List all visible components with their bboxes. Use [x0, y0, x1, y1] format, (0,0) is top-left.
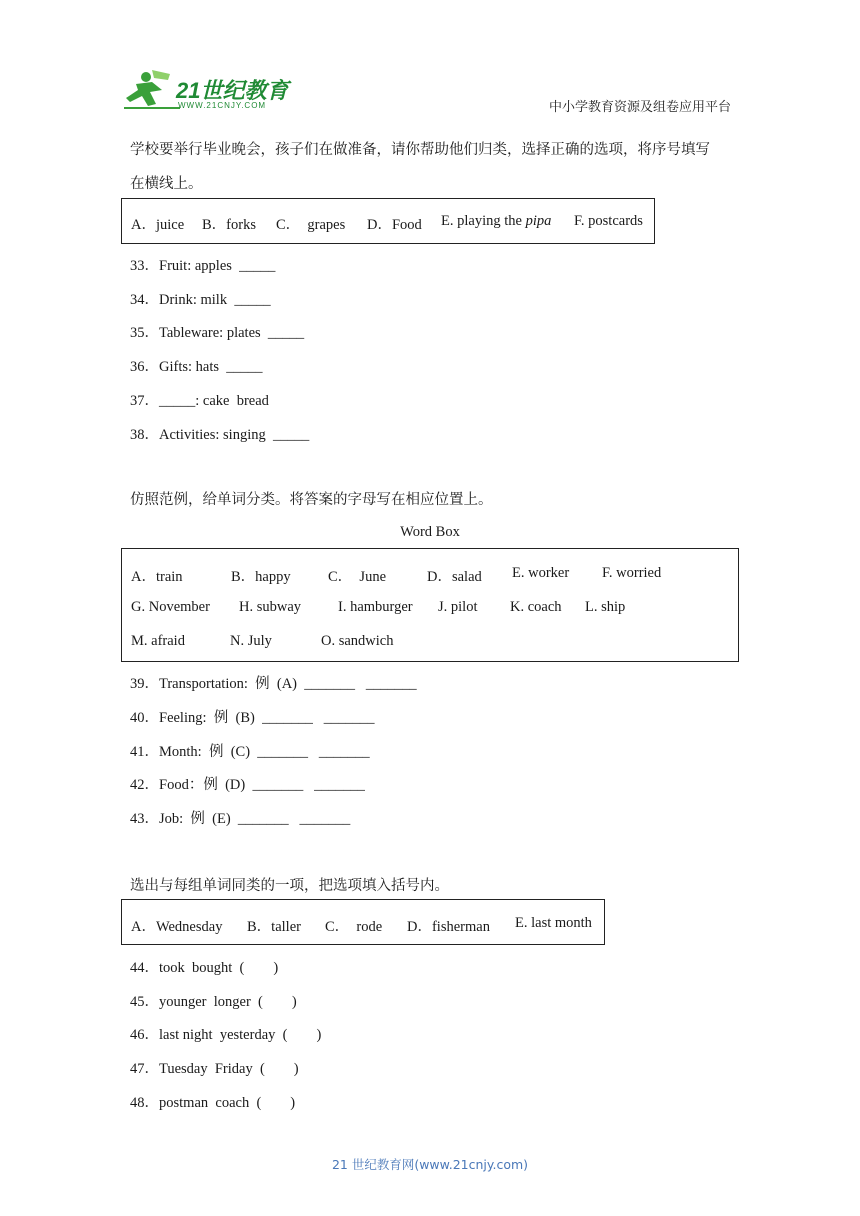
option-a: A．juice — [131, 217, 185, 233]
option-b: B．taller — [247, 919, 301, 935]
word-j: J. pilot — [438, 599, 478, 615]
word-b: B．happy — [231, 569, 291, 585]
word-l: L. ship — [585, 599, 626, 615]
word-n: N. July — [230, 633, 272, 649]
word-m: M. afraid — [131, 633, 185, 649]
question-41: 41．Month: 例 (C) _______ _______ — [130, 744, 370, 760]
word-k: K. coach — [510, 599, 562, 615]
section1-instruction-line1: 学校要举行毕业晚会，孩子们在做准备，请你帮助他们归类，选择正确的选项，将序号填写 — [130, 142, 710, 158]
word-g: G. November — [131, 599, 210, 615]
question-38: 38．Activities: singing _____ — [130, 427, 310, 443]
question-45: 45．younger longer ( ) — [130, 994, 297, 1010]
section3-options-box — [121, 899, 605, 945]
word-f: F. worried — [602, 565, 662, 581]
word-box-title: Word Box — [400, 524, 460, 540]
question-34: 34．Drink: milk _____ — [130, 292, 271, 308]
word-i: I. hamburger — [338, 599, 413, 615]
question-36: 36．Gifts: hats _____ — [130, 359, 263, 375]
question-35: 35．Tableware: plates _____ — [130, 325, 305, 341]
section1-options-box — [121, 198, 655, 244]
question-43: 43．Job: 例 (E) _______ _______ — [130, 811, 351, 827]
section2-instruction: 仿照范例，给单词分类。将答案的字母写在相应位置上。 — [130, 492, 493, 508]
option-d: D．fisherman — [407, 919, 490, 935]
question-37: 37．_____: cake bread — [130, 393, 269, 409]
option-c: C． rode — [325, 919, 383, 935]
word-box — [121, 548, 739, 662]
option-b: B．forks — [202, 217, 256, 233]
question-39: 39．Transportation: 例 (A) _______ _______ — [130, 676, 417, 692]
option-e-italic: pipa — [525, 213, 552, 229]
word-o: O. sandwich — [321, 633, 394, 649]
question-40: 40．Feeling: 例 (B) _______ _______ — [130, 710, 375, 726]
option-d: D．Food — [367, 217, 422, 233]
question-48: 48．postman coach ( ) — [130, 1095, 296, 1111]
logo-wordmark: 21世纪教育 — [176, 78, 289, 103]
option-e: E. last month — [515, 915, 592, 931]
word-h: H. subway — [239, 599, 302, 615]
section3-instruction: 选出与每组单词同类的一项，把选项填入括号内。 — [130, 878, 449, 894]
question-42: 42．Food：例 (D) _______ _______ — [130, 777, 365, 793]
question-33: 33．Fruit: apples _____ — [130, 258, 276, 274]
option-e — [441, 213, 551, 230]
option-c: C． grapes — [276, 217, 346, 233]
word-e: E. worker — [512, 565, 570, 581]
option-e-text: E. playing the — [441, 213, 526, 229]
word-c: C． June — [328, 569, 386, 585]
option-f: F. postcards — [574, 213, 643, 229]
question-46: 46．last night yesterday ( ) — [130, 1027, 322, 1043]
question-44: 44．took bought ( ) — [130, 960, 279, 976]
section1-instruction-line2: 在横线上。 — [130, 176, 203, 192]
page-footer: 21 世纪教育网(www.21cnjy.com) — [331, 1157, 529, 1172]
header-platform-text: 中小学教育资源及组卷应用平台 — [549, 100, 732, 115]
site-logo — [122, 68, 292, 114]
question-47: 47．Tuesday Friday ( ) — [130, 1061, 299, 1077]
word-a: A．train — [131, 569, 183, 585]
option-a: A．Wednesday — [131, 919, 223, 935]
logo-url: WWW.21CNJY.COM — [178, 101, 267, 110]
word-d: D．salad — [427, 569, 482, 585]
